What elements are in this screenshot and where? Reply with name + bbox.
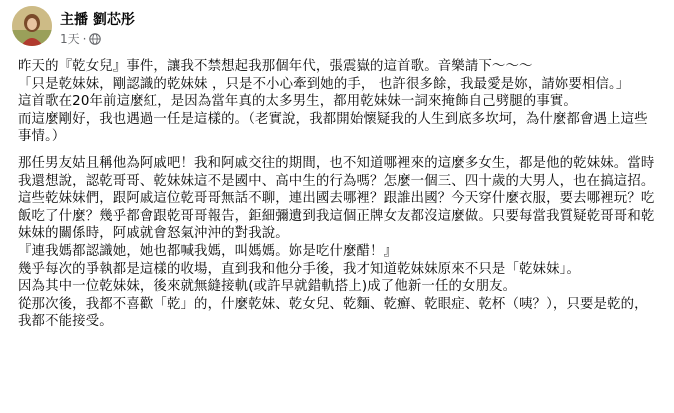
author-name[interactable]: 主播 劉芯彤 bbox=[60, 12, 135, 28]
post-paragraph: 這首歌在20年前這麼紅，是因為當年真的太多男生，都用乾妹妹一詞來掩飾自己劈腿的事實。 bbox=[18, 94, 577, 110]
post-paragraph: 昨天的『乾女兒』事件，讓我不禁想起我那個年代，張震嶽的這首歌。音樂請下～～～ bbox=[18, 59, 533, 74]
post-paragraph: 「只是乾妹妹，剛認識的乾妹妹 ，只是不小心牽到她的手， 也許很多餘，我最愛是妳，請妳要相信。」 bbox=[18, 76, 630, 92]
post-paragraph: 幾乎每次的爭執都是這樣的收場，直到我和他分手後，我才知道乾妹妹原來不只是「乾妹妹」。 bbox=[18, 261, 581, 277]
post-time[interactable]: 1天 bbox=[60, 32, 80, 46]
post-paragraph: 『連我媽都認識她，她也都喊我媽，叫媽媽。妳是吃什麼醋！』 bbox=[18, 243, 398, 259]
author-avatar[interactable] bbox=[12, 6, 52, 46]
post-paragraph: 這些乾妹妹們，跟阿戚這位乾哥哥無話不聊，連出國去哪裡？跟誰出國？今天穿什麼衣服，要去哪裡玩？吃飯吃了什麼？幾乎都會跟乾哥哥報告，鉅細彌遺到我這個正牌女友都沒這麼做。只要每當我質疑乾哥哥和乾妹妹的關係時，阿戚就會怒氣沖沖的對我說。 bbox=[18, 191, 655, 242]
post-paragraph: 那任男友姑且稱他為阿戚吧！我和阿戚交往的期間，也不知道哪裡來的這麼多女生，都是他的乾妹妹。當時我還想說，認乾哥哥、乾妹妹這不是國中、高中生的行為嗎？怎麼一個三、四十歲的大男人，也在搞這招。 bbox=[18, 155, 655, 189]
globe-icon bbox=[89, 33, 101, 45]
paragraph-gap bbox=[18, 146, 658, 155]
post-body bbox=[18, 58, 658, 331]
post-paragraph: 因為其中一位乾妹妹，後來就無縫接軌(或許早就錯軌搭上)成了他新一任的女朋友。 bbox=[18, 279, 517, 295]
post-paragraph: 從那次後，我都不喜歡「乾」的，什麼乾妹、乾女兒、乾麵、乾癬、乾眼症、乾杯（咦？），只要是乾的，我都不能接受。 bbox=[18, 296, 648, 330]
meta-separator: · bbox=[82, 31, 87, 46]
post-paragraph: 而這麼剛好，我也遇過一任是這樣的。（老實說，我都開始懷疑我的人生到底多坎坷，為什麼都會遇上這些事情。） bbox=[18, 111, 648, 145]
post-meta bbox=[60, 30, 101, 47]
avatar-image bbox=[12, 6, 52, 46]
